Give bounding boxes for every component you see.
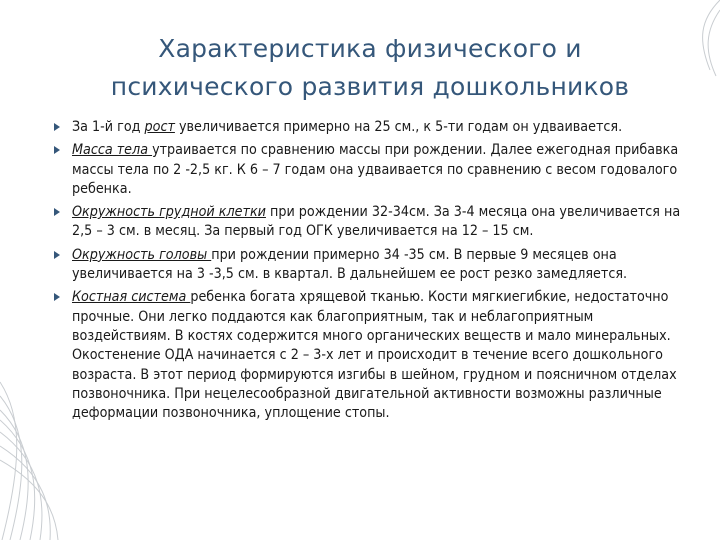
list-item-growth bbox=[52, 118, 692, 137]
bullet-arrow-icon bbox=[54, 293, 60, 301]
item-term: Костная система bbox=[72, 289, 191, 306]
bullet-arrow-icon bbox=[54, 208, 60, 216]
list-item-skeleton bbox=[52, 288, 692, 423]
item-term: Окружность грудной клетки bbox=[72, 204, 266, 221]
list-item-head bbox=[52, 246, 692, 285]
bullet-arrow-icon bbox=[54, 251, 60, 259]
list-item-weight bbox=[52, 141, 692, 199]
title-line-1: Характеристика физического и bbox=[158, 34, 582, 63]
bullet-arrow-icon bbox=[54, 146, 60, 154]
list-item-chest bbox=[52, 203, 692, 242]
left-decoration bbox=[0, 0, 60, 540]
bullet-arrow-icon bbox=[54, 123, 60, 131]
bullet-list bbox=[52, 118, 692, 427]
slide-title bbox=[60, 30, 680, 106]
title-line-2: психического развития дошкольников bbox=[110, 72, 630, 101]
item-term: рост bbox=[144, 119, 175, 135]
item-text: при рождении 32-34см. За 3-4 месяца она увеличивается на 2,5 – 3 см. в месяц. За первый год ОГК увеличивается на 12 – 15 см. bbox=[72, 204, 681, 240]
item-text: при рождении примерно 34 -35 см. В первые 9 месяцев она увеличивается на 3 -3,5 см. в квартал. В дальнейшем ее рост резко замедляется. bbox=[72, 246, 628, 283]
item-text: утраивается по сравнению массы при рождении. Далее ежегодная прибавка массы тела по 2 -2,5 кг. К 6 – 7 годам она удваивается по сравнению с весом годовалого ребенка. bbox=[72, 142, 679, 197]
item-text: увеличивается примерно на 25 см., к 5-ти годам он удваивается. bbox=[174, 119, 623, 135]
item-lead: За 1-й год bbox=[72, 119, 145, 135]
item-term: Масса тела bbox=[72, 142, 153, 159]
item-term: Окружность головы bbox=[72, 246, 212, 263]
item-text: ребенка богата хрящевой тканью. Кости мягкиегибкие, недостаточно прочные. Они легко поддаются как благоприятным, так и неблагоприятным воздействиям. В костях содержится много органических веществ и мало минеральных. Окостенение ОДА начинается с 2 – 3-х лет и происходит в течение всего дошкольного возраста. В этот период формируются изгибы в шейном, грудном и поясничном отделах позвоночника. При нецелесообразной двигательной активности возможны различные деформации позвоночника, уплощение стопы. bbox=[72, 289, 677, 422]
